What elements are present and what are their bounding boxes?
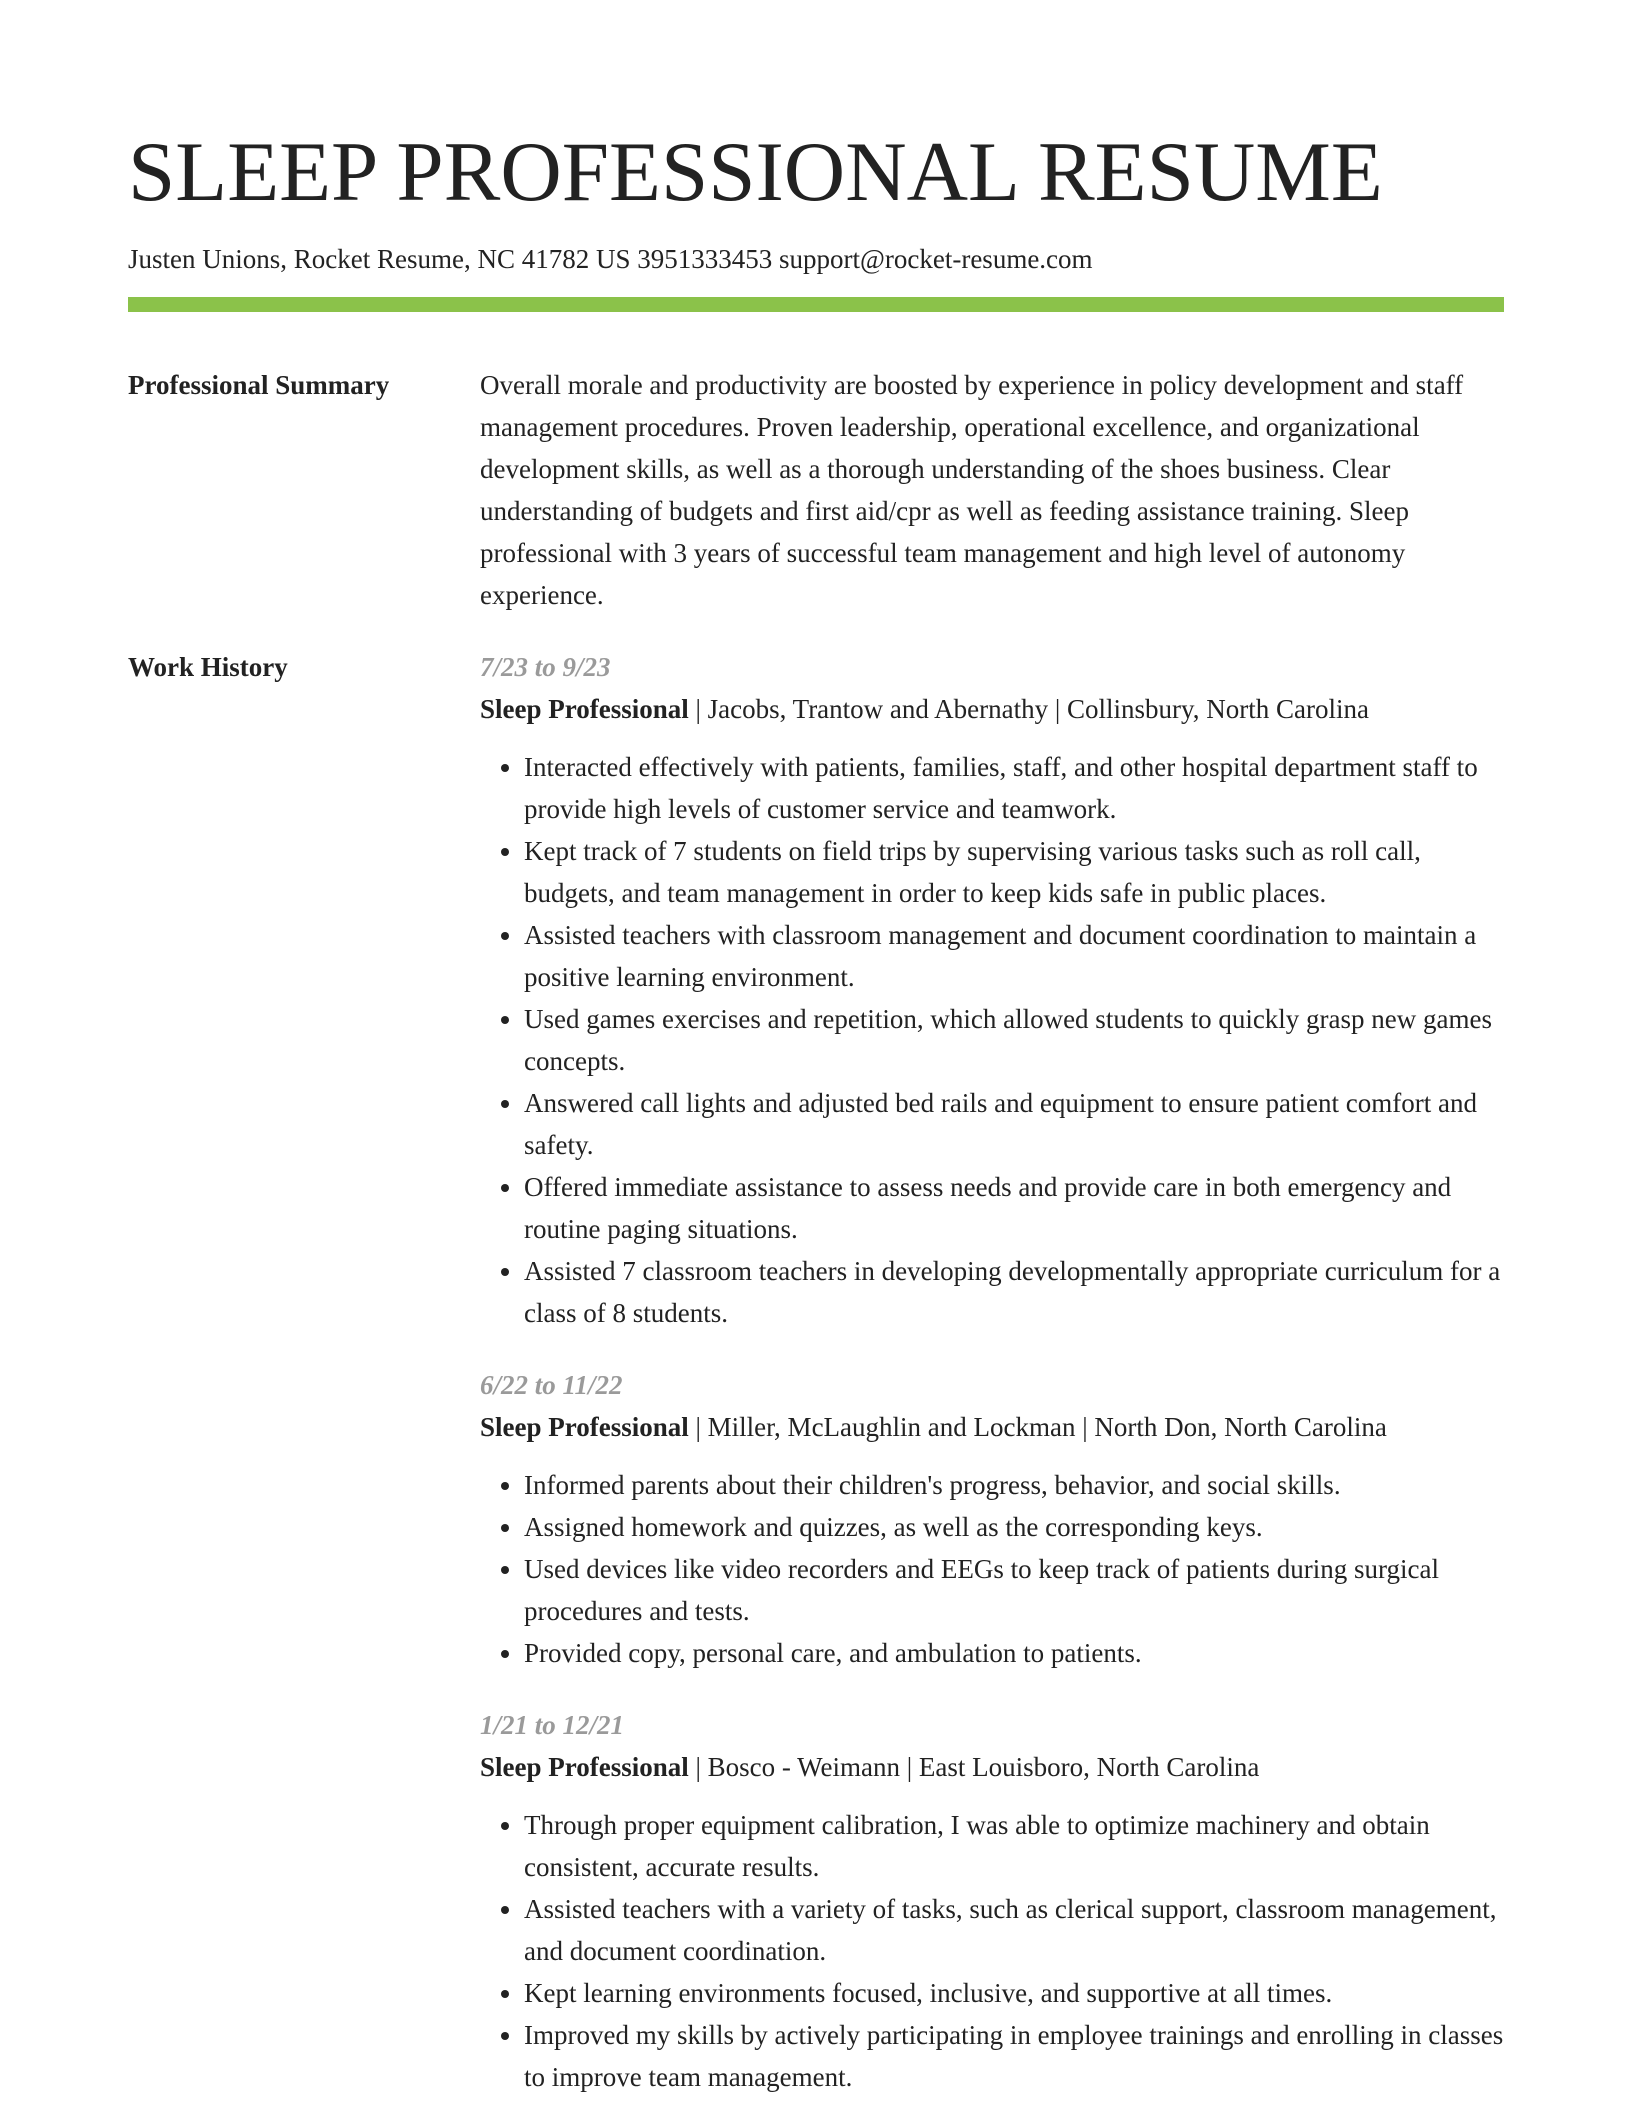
job-role: Sleep Professional: [480, 694, 689, 724]
contact-line: [128, 242, 1504, 276]
contact-address: Rocket Resume, NC 41782 US: [293, 244, 631, 274]
duty-item: • Interacted effectively with patients, families, staff, and other hospital department staff to provide high levels of customer service and teamwork.: [524, 746, 1504, 830]
duty-item: • Improved my skills by actively participating in employee trainings and enrolling in classes to improve team management.: [524, 2014, 1504, 2098]
job-heading: [480, 1406, 1504, 1448]
job-dates: 6/22 to 11/22: [480, 1370, 623, 1400]
duty-item: • Assigned homework and quizzes, as well as the corresponding keys.: [524, 1506, 1504, 1548]
duty-item: • Assisted teachers with classroom management and document coordination to maintain a positive learning environment.: [524, 914, 1504, 998]
resume-title: SLEEP PROFESSIONAL RESUME: [128, 125, 1383, 219]
professional-summary-body: [480, 364, 1504, 616]
section-label-professional-summary: Professional Summary: [128, 370, 390, 400]
job-entry: [480, 646, 1504, 1334]
duty-item: • Assisted teachers with a variety of tasks, such as clerical support, classroom management, and document coordination.: [524, 1888, 1504, 1972]
job-entry: [480, 1364, 1504, 1674]
duty-item: • Used devices like video recorders and EEGs to keep track of patients during surgical procedures and tests.: [524, 1548, 1504, 1632]
professional-summary-section: [128, 364, 1504, 616]
job-role: Sleep Professional: [480, 1412, 689, 1442]
job-company: | Miller, McLaughlin and Lockman: [689, 1412, 1076, 1442]
job-role: Sleep Professional: [480, 1752, 689, 1782]
duty-item: • Answered call lights and adjusted bed rails and equipment to ensure patient comfort and safety.: [524, 1082, 1504, 1166]
header-divider: [128, 297, 1504, 312]
job-company: | Bosco - Weimann: [689, 1752, 900, 1782]
job-location: | East Louisboro, North Carolina: [900, 1752, 1259, 1782]
job-duties-list: [480, 1464, 1504, 1674]
job-dates: 7/23 to 9/23: [480, 652, 611, 682]
job-dates: 1/21 to 12/21: [480, 1710, 625, 1740]
job-heading: [480, 1746, 1504, 1788]
work-history-body: [480, 646, 1504, 2128]
job-location: | North Don, North Carolina: [1075, 1412, 1386, 1442]
contact-phone: 3951333453: [637, 244, 773, 274]
job-heading: [480, 688, 1504, 730]
duty-item: • Through proper equipment calibration, I was able to optimize machinery and obtain consistent, accurate results.: [524, 1804, 1504, 1888]
section-label-work-history: Work History: [128, 652, 288, 682]
job-location: | Collinsbury, North Carolina: [1048, 694, 1369, 724]
duty-item: • Kept track of 7 students on field trips by supervising various tasks such as roll call, budgets, and team management in order to keep kids safe in public places.: [524, 830, 1504, 914]
duty-item: • Assisted 7 classroom teachers in developing developmentally appropriate curriculum for a class of 8 students.: [524, 1250, 1504, 1334]
duty-item: • Informed parents about their children's progress, behavior, and social skills.: [524, 1464, 1504, 1506]
job-company: | Jacobs, Trantow and Abernathy: [689, 694, 1048, 724]
contact-name: Justen Unions,: [128, 244, 288, 274]
duty-item: • Provided copy, personal care, and ambulation to patients.: [524, 1632, 1504, 1674]
work-history-section: [128, 646, 1504, 2128]
job-duties-list: [480, 746, 1504, 1334]
contact-email: support@rocket-resume.com: [779, 244, 1093, 274]
summary-text: Overall morale and productivity are boosted by experience in policy development and staff management procedures. Proven leadership, operational excellence, and organizational development skills, as well as a thorough understanding of the shoes business. Clear understanding of budgets and first aid/cpr as well as feeding assistance training. Sleep professional with 3 years of successful team management and high level of autonomy experience.: [480, 370, 1464, 610]
job-duties-list: [480, 1804, 1504, 2098]
duty-item: • Used games exercises and repetition, which allowed students to quickly grasp new games concepts.: [524, 998, 1504, 1082]
duty-item: • Offered immediate assistance to assess needs and provide care in both emergency and routine paging situations.: [524, 1166, 1504, 1250]
job-entry: [480, 1704, 1504, 2098]
duty-item: • Kept learning environments focused, inclusive, and supportive at all times.: [524, 1972, 1504, 2014]
